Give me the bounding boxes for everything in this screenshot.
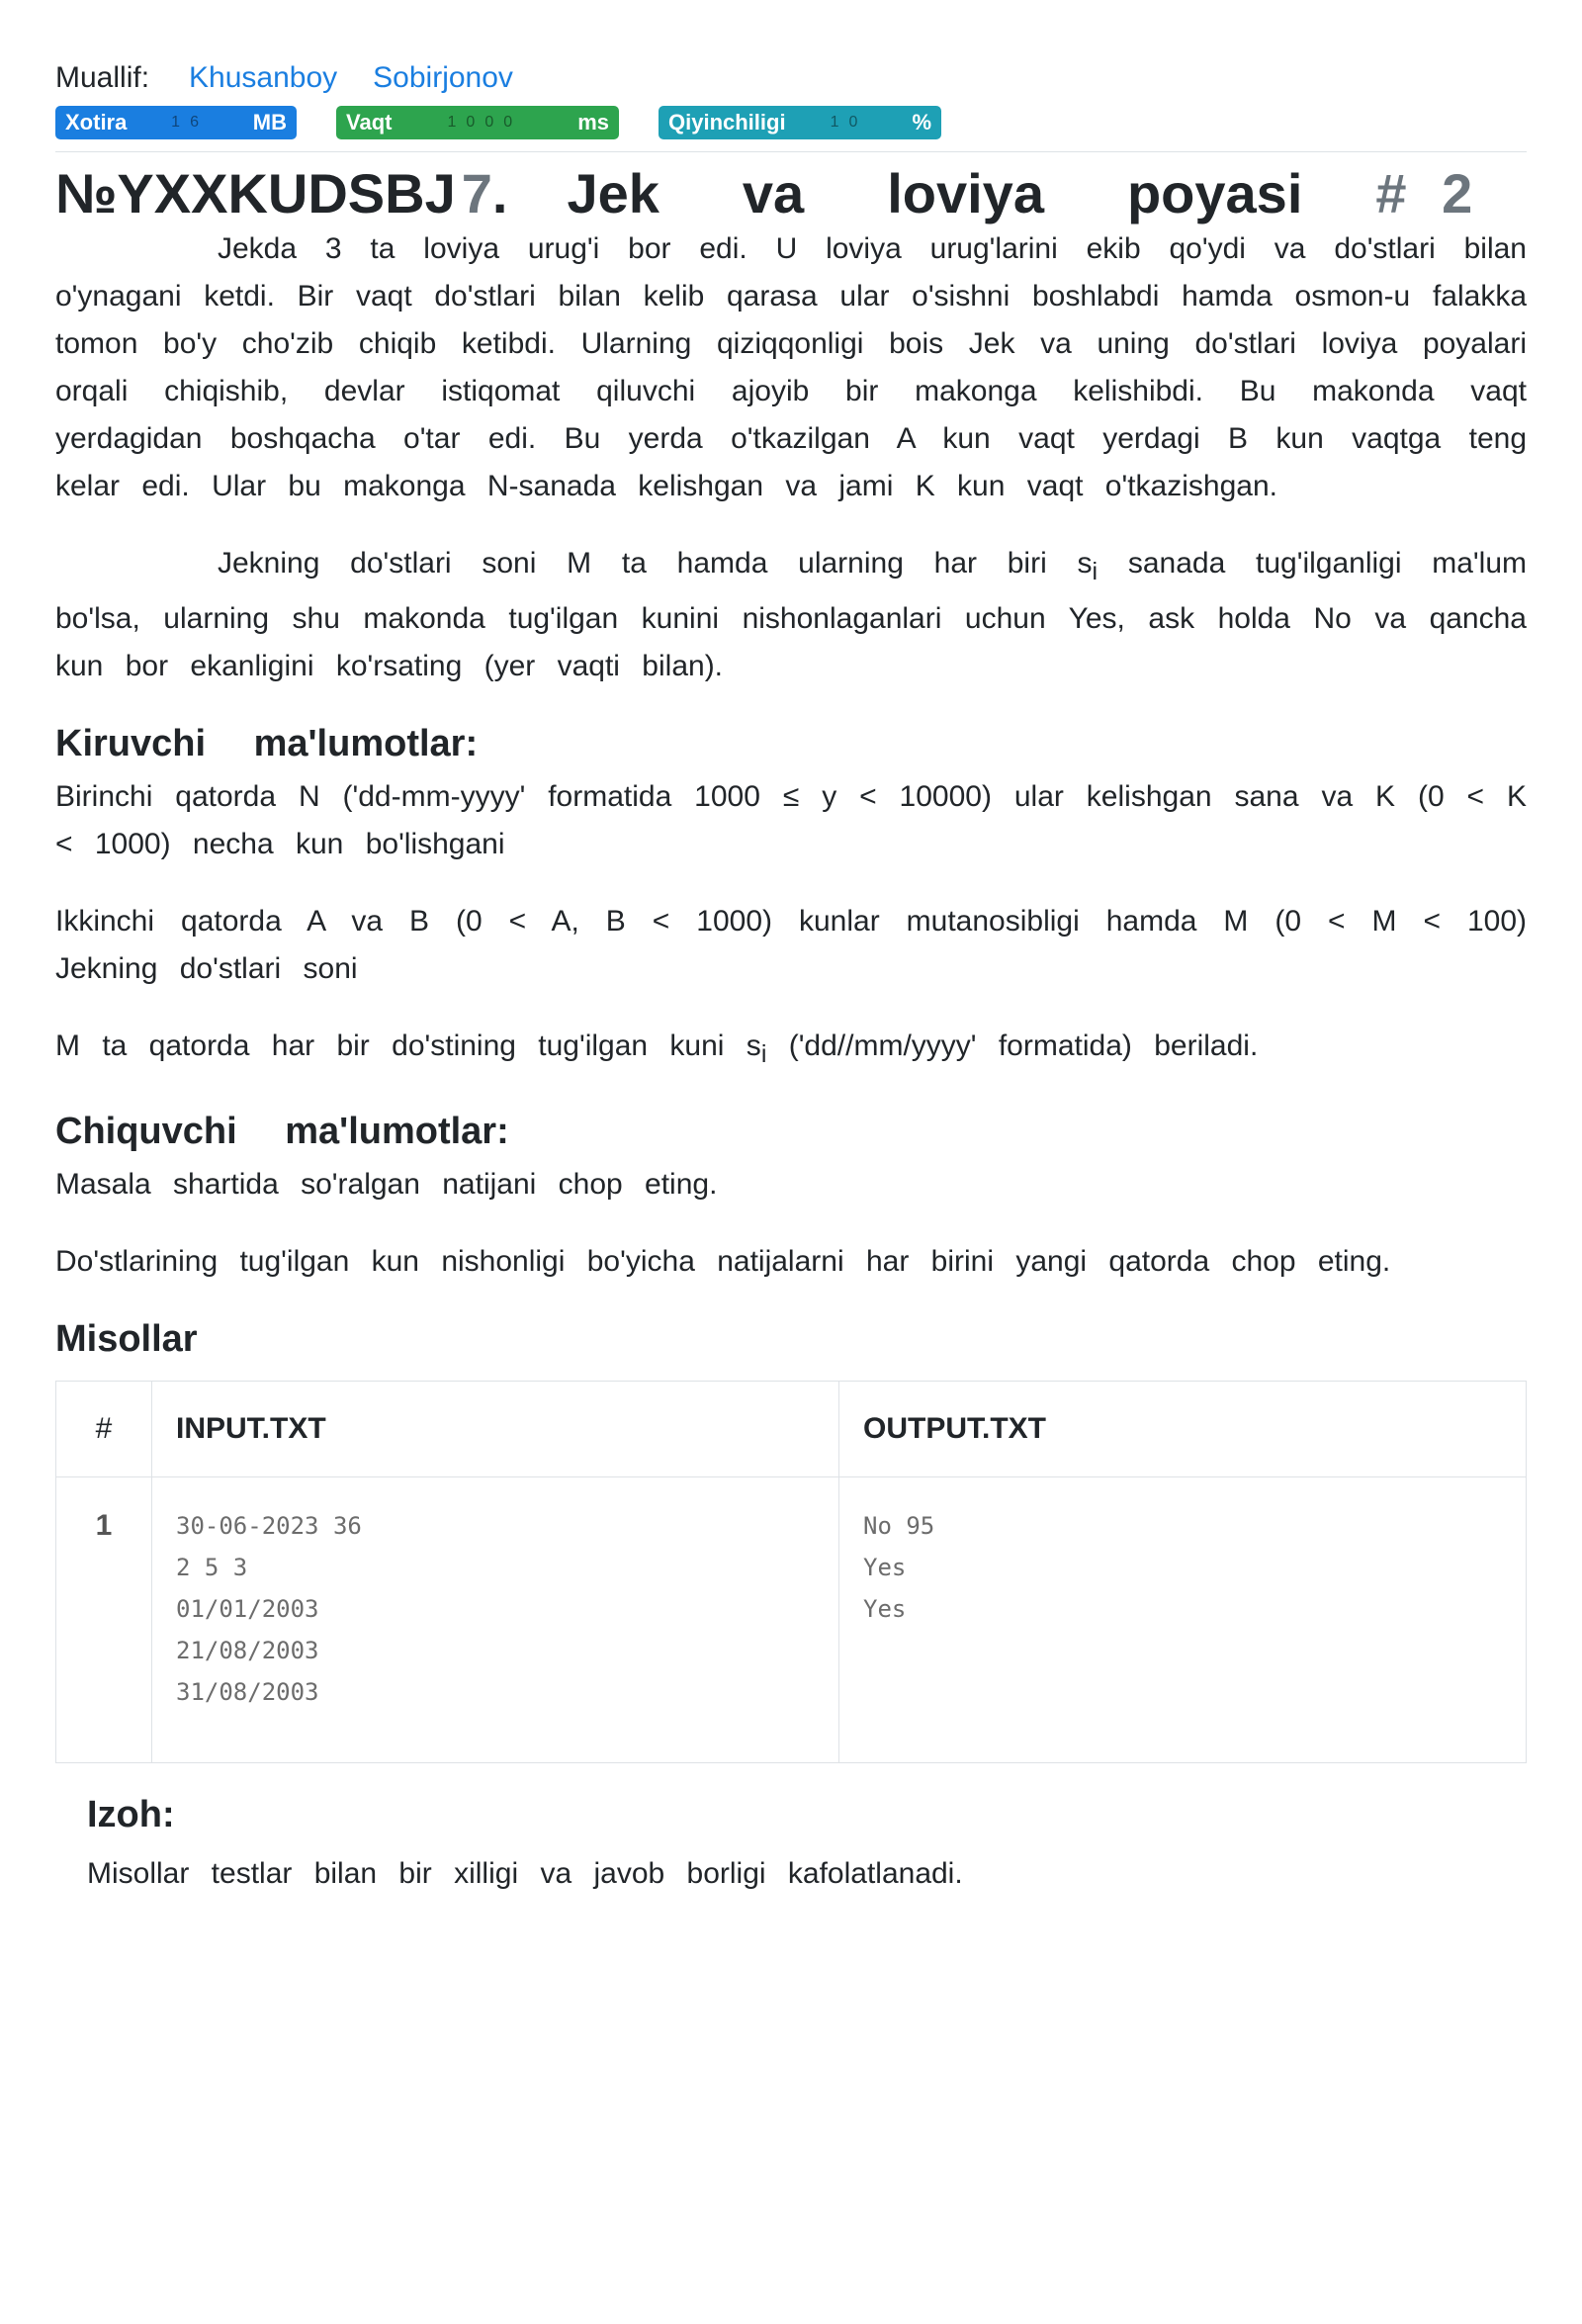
input-line-2: Ikkinchi qatorda A va B (0 < A, B < 1000) kunlar mutanosibligi hamda M (0 < M < 100) Jekning do'stlari soni [55, 905, 1527, 985]
author-label: Muallif: [55, 61, 150, 94]
statement-p2-end: sanada tug'ilganligi ma'lum bo'lsa, ularning shu makonda tug'ilgan kunini nishonlaganlari uchun Yes, ask holda No va qancha kun bor ekanligini ko'rsating (yer vaqti bilan). [55, 547, 1528, 682]
memory-unit: MB [252, 110, 287, 134]
title-word-2: va [742, 162, 805, 224]
title-word-3: loviya [887, 162, 1044, 224]
difficulty-value: 10 [830, 114, 868, 131]
problem-number: 7 [461, 162, 492, 224]
output-line: No 95 [863, 1512, 935, 1540]
note-heading: Izoh: [87, 1794, 175, 1835]
input-line-1: Birinchi qatorda N ('dd-mm-yyyy' formatida 1000 ≤ y < 10000) ular kelishgan sana va K (0 < K < 1000) necha kun bo'lishgani [55, 780, 1527, 860]
difficulty-label: Qiyinchiligi [668, 110, 786, 134]
note-section [55, 1791, 1527, 1898]
statement-p2-start: Jekning do'stlari soni M ta hamda ularning har biri s [218, 547, 1093, 580]
input-l3-end: ('dd//mm/yyyy' formatida) beriladi. [766, 1029, 1259, 1062]
statement-paragraph-2 [55, 540, 1527, 690]
input-heading: Kiruvchi ma'lumotlar: [55, 723, 479, 764]
time-value: 1000 [447, 114, 523, 131]
title-word-4: poyasi [1126, 162, 1303, 224]
examples-heading: Misollar [55, 1318, 198, 1360]
difficulty-unit: % [912, 110, 931, 134]
output-line: Yes [863, 1554, 907, 1581]
problem-title [55, 162, 1527, 225]
output-heading: Chiquvchi ma'lumotlar: [55, 1111, 509, 1152]
input-line: 01/01/2003 [176, 1595, 319, 1623]
input-line: 31/08/2003 [176, 1678, 319, 1706]
example-number: 1 [56, 1477, 152, 1763]
memory-limit-badge [55, 106, 297, 139]
memory-label: Xotira [65, 110, 128, 134]
output-line-2: Do'stlarining tug'ilgan kun nishonligi bo'yicha natijalarni har birini yangi qatorda chop eting. [55, 1245, 1391, 1278]
title-hash: # 2 [1375, 162, 1473, 224]
example-input[interactable] [152, 1477, 839, 1763]
note-text: Misollar testlar bilan bir xilligi va javob borligi kafolatlanadi. [87, 1857, 963, 1890]
input-l3-subscript: i [760, 1040, 767, 1068]
time-unit: ms [577, 110, 609, 134]
title-word-1: Jek [567, 162, 659, 224]
input-line: 30-06-2023 36 [176, 1512, 362, 1540]
statement-p2-subscript: i [1092, 558, 1099, 585]
examples-table [55, 1381, 1527, 1763]
input-line: 21/08/2003 [176, 1637, 319, 1664]
limits-badges [55, 106, 1527, 139]
author-line [55, 54, 1527, 102]
input-l3-start: M ta qatorda har bir do'stining tug'ilgan kuni s [55, 1029, 761, 1062]
input-line: 2 5 3 [176, 1554, 248, 1581]
table-row [56, 1477, 1527, 1763]
problem-code: №YXXKUDSBJ [55, 162, 456, 224]
difficulty-badge [659, 106, 941, 139]
output-line: Yes [863, 1595, 907, 1623]
divider [55, 151, 1527, 152]
col-output-header: OUTPUT.TXT [839, 1382, 1527, 1477]
col-number-header: # [56, 1382, 152, 1477]
output-line-1: Masala shartida so'ralgan natijani chop eting. [55, 1168, 718, 1201]
col-input-header: INPUT.TXT [152, 1382, 839, 1477]
time-label: Vaqt [346, 110, 393, 134]
statement-paragraph-1: Jekda 3 ta loviya urug'i bor edi. U loviya urug'larini ekib qo'ydi va do'stlari bilan o'ynagani ketdi. Bir vaqt do'stlari bilan kelib qarasa ular o'sishni boshlabdi hamda osmon-u falakka tomon bo'y cho'zib chiqib ketibdi. Ularning qiziqqonligi bois Jek va uning do'stlari loviya poyalari orqali chiqishib, devlar istiqomat qiluvchi ajoyib bir makonga kelishibdi. Bu makonda vaqt yerdagidan boshqacha o'tar edi. Bu yerda o'tkazilgan A kun vaqt yerdagi B kun vaqtga teng kelar edi. Ular bu makonga N-sanada kelishgan va jami K kun vaqt o'tkazishgan. [55, 232, 1527, 502]
title-dot: . [491, 162, 508, 224]
memory-value: 16 [171, 114, 209, 131]
example-output[interactable] [839, 1477, 1527, 1763]
input-line-3 [55, 1023, 1527, 1078]
author-last-name-link[interactable]: Sobirjonov [373, 61, 513, 94]
time-limit-badge [336, 106, 619, 139]
author-first-name-link[interactable]: Khusanboy [189, 61, 338, 94]
